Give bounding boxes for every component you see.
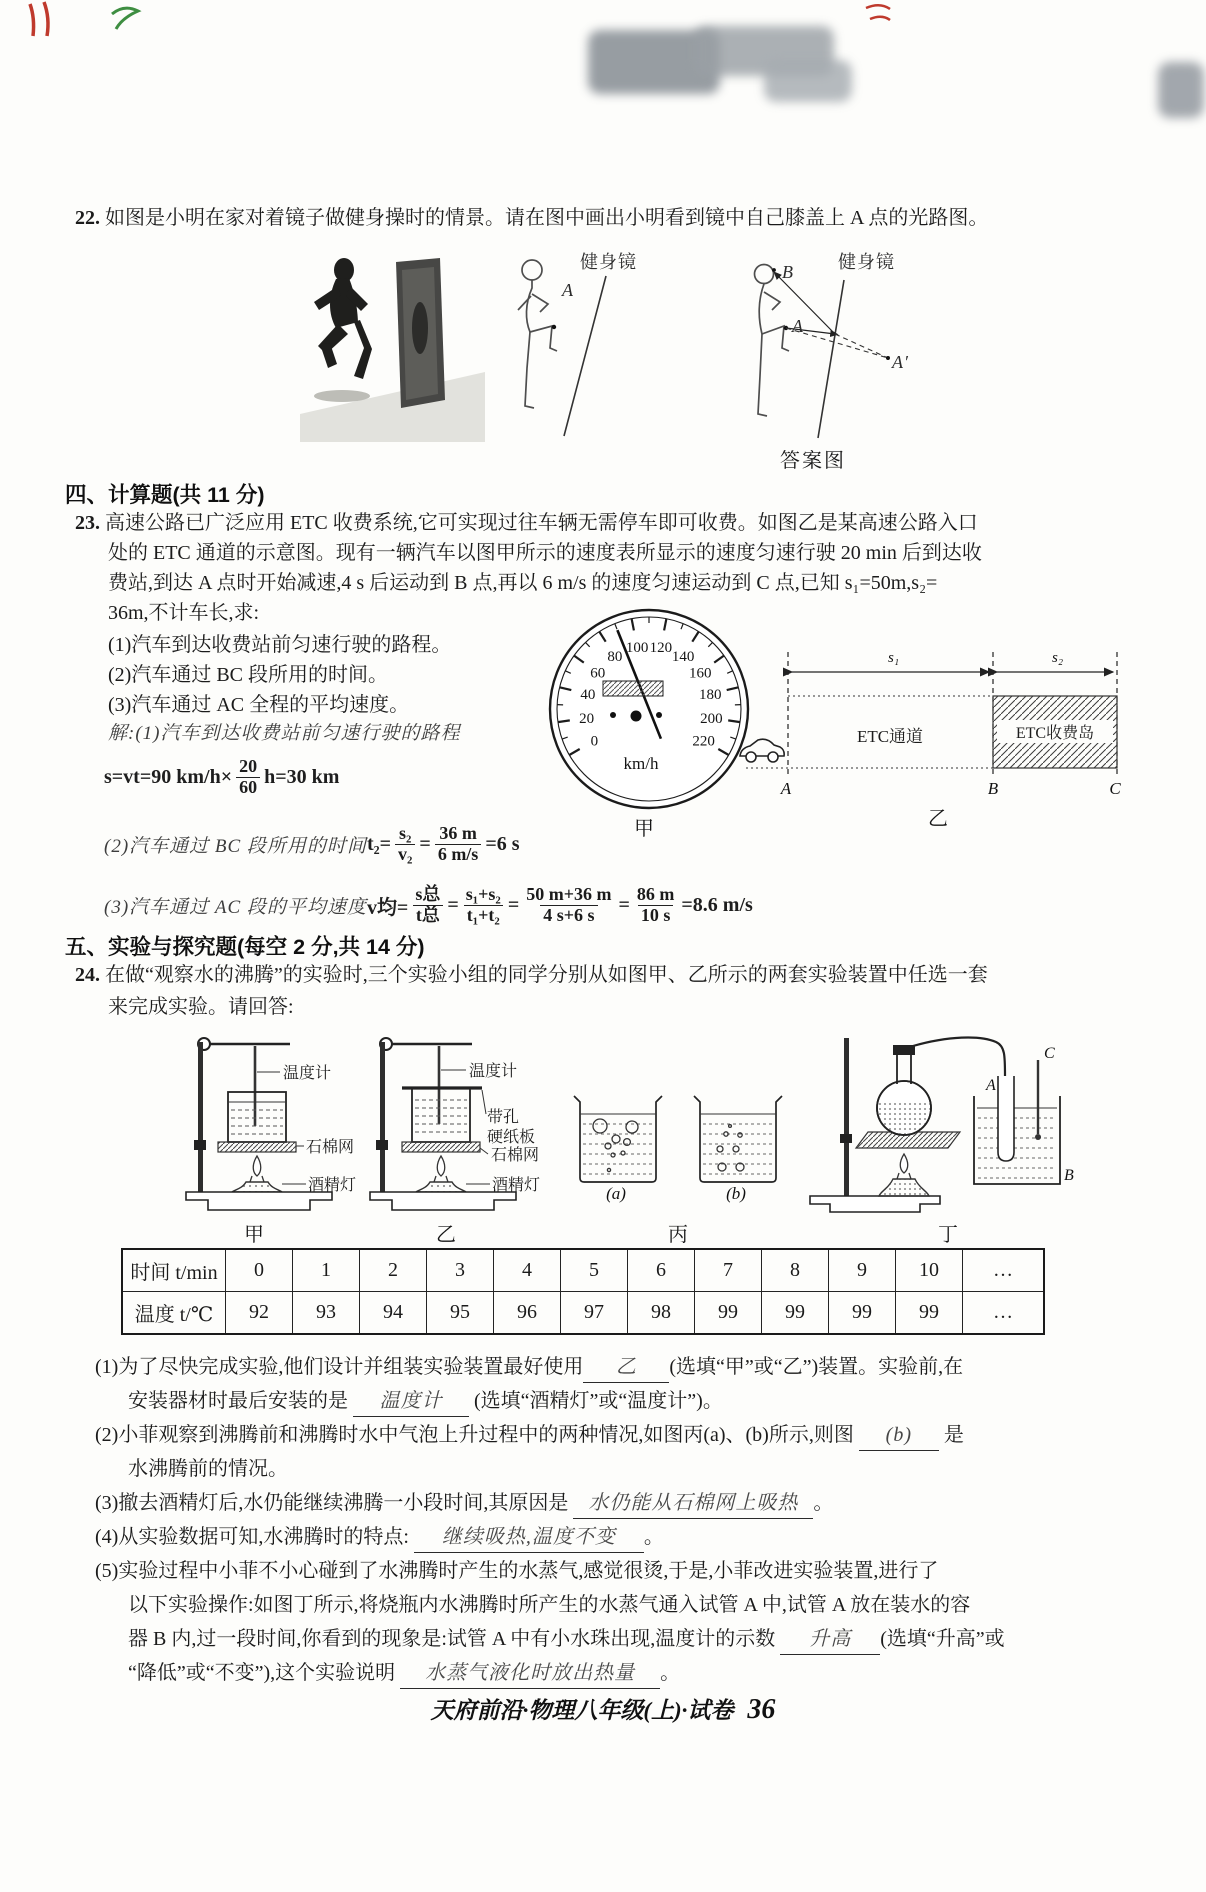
thermometer-label: 温度计 <box>283 1065 332 1082</box>
odometer-window <box>603 681 663 696</box>
q23-line-1 <box>75 508 978 538</box>
point-a-dot <box>552 325 556 329</box>
q24-5-line-1: (5)实验过程中小菲不小心碰到了水沸腾时产生的水蒸气,感觉很烫,于是,小菲改进实验装置,进行了 <box>95 1560 939 1582</box>
mirror-label-1: 健身镜 <box>580 252 637 272</box>
fraction: $\frac{36 m}{6 m/s}$ <box>435 824 482 865</box>
alcohol-lamp <box>416 1182 466 1192</box>
car-icon <box>740 739 784 762</box>
q24-line-2: 来完成实验。请回答: <box>108 996 294 1018</box>
table-cell: 6 <box>628 1249 695 1292</box>
fraction: $\frac{\text{s₁+s₂}}{\text{t₁+t₂}}$ <box>465 883 501 925</box>
solution-formula-3 <box>104 878 753 932</box>
answer-blank: 升高 <box>780 1624 880 1655</box>
q24-3-line: (3)撤去酒精灯后,水仍能继续沸腾一小段时间,其原因是 水仍能从石棉网上吸热 。 <box>95 1488 833 1519</box>
point-a-image-label: A′ <box>892 352 909 372</box>
etc-lane-label: ETC通道 <box>856 727 924 746</box>
table-cell: 95 <box>427 1292 494 1335</box>
svg-text:140: 140 <box>671 649 695 665</box>
table-cell: 96 <box>494 1292 561 1335</box>
point-c-label: C <box>1109 779 1121 798</box>
table-cell: 5 <box>561 1249 628 1292</box>
lamp-label: 酒精灯 <box>492 1177 541 1194</box>
svg-text:180: 180 <box>698 687 722 704</box>
q22-mirror-figure <box>500 246 675 442</box>
answer-blank: 继续吸热,温度不变 <box>414 1522 644 1553</box>
q23-line-4: 36m,不计车长,求: <box>108 602 260 624</box>
section-5-heading: 五、实验与探究题(每空 2 分,共 14 分) <box>65 935 425 959</box>
q22-number: 22. <box>75 207 100 229</box>
q24-5-line-2: 以下实验操作:如图丁所示,将烧瓶内水沸腾时所产生的水蒸气通入试管 A 中,试管 A 放在装水的容 <box>128 1594 971 1616</box>
q24-5-line-3: 器 B 内,过一段时间,你看到的现象是:试管 A 中有小水珠出现,温度计的示数 升高 (选填“升高”或 <box>128 1624 1005 1655</box>
point-b-label: B <box>987 779 999 798</box>
svg-text:20: 20 <box>579 711 595 727</box>
table-cell: 97 <box>561 1292 628 1335</box>
section-4-heading: 四、计算题(共 11 分) <box>65 483 265 507</box>
pen-marks <box>0 0 1206 120</box>
q23-line-2: 处的 ETC 通道的示意图。现有一辆汽车以图甲所示的速度表所显示的速度匀速行驶 20 min 后到达收 <box>108 542 982 564</box>
q24-1-line-2: 安装器材时最后安装的是 温度计 (选填“酒精灯”或“温度计”)。 <box>128 1386 723 1417</box>
beaker-b-label: (b) <box>726 1184 746 1203</box>
stand-base <box>186 1192 332 1210</box>
table-cell: … <box>963 1249 1045 1292</box>
svg-text:200: 200 <box>700 711 723 727</box>
q24-2-line-1: (2)小菲观察到沸腾前和沸腾时水中气泡上升过程中的两种情况,如图丙(a)、(b)所示,则图 (b) 是 <box>95 1420 964 1451</box>
speedometer-figure <box>546 606 752 812</box>
svg-text:220: 220 <box>692 733 715 750</box>
table-cell: 8 <box>762 1249 829 1292</box>
beaker <box>412 1088 470 1142</box>
equals: = <box>419 832 431 855</box>
figure-jia-caption: 甲 <box>634 818 654 840</box>
q23-text: 高速公路已广泛应用 ETC 收费系统,它可实现过往车辆无需停车即可收费。如图乙是某高速公路入口 <box>105 512 978 534</box>
apparatus-yi <box>340 1034 580 1220</box>
svg-text:160: 160 <box>689 665 712 682</box>
q23-item-1: (1)汽车到达收费站前匀速行驶的路程。 <box>108 634 452 656</box>
q24-number: 24. <box>75 964 100 986</box>
etc-diagram <box>728 644 1140 806</box>
svg-text:120: 120 <box>649 640 673 657</box>
fraction: $\frac{20}{60}$ <box>236 757 260 798</box>
answer-blank: (b) <box>859 1420 939 1451</box>
table-cell: 1 <box>293 1249 360 1292</box>
flame <box>900 1154 908 1173</box>
apparatus-yi-caption: 乙 <box>436 1224 456 1246</box>
table-cell: 98 <box>628 1292 695 1335</box>
svg-text:60: 60 <box>590 665 606 682</box>
holed-board-label-2: 硬纸板 <box>487 1129 536 1146</box>
figure-yi-caption: 乙 <box>928 808 948 830</box>
flask-liquid <box>878 1102 930 1134</box>
q23-item-2: (2)汽车通过 BC 段所用的时间。 <box>108 664 388 686</box>
solution-hand-text: (2)汽车通过 BC 段所用的时间 <box>104 835 367 857</box>
flame <box>437 1156 445 1176</box>
stopper <box>893 1045 915 1055</box>
answer-blank: 水仍能从石棉网上吸热 <box>573 1488 813 1519</box>
answer-figure-caption: 答案图 <box>780 450 846 472</box>
table-cell: 99 <box>762 1292 829 1335</box>
q22-line <box>75 203 988 233</box>
table-cell: 93 <box>293 1292 360 1335</box>
container-b <box>974 1096 1060 1184</box>
formula-text: s=vt=90 km/h× <box>104 765 233 788</box>
page-number: 36 <box>747 1694 776 1725</box>
table-cell: 4 <box>494 1249 561 1292</box>
etc-island-label: ETC收费岛 <box>1015 725 1095 742</box>
lamp-label: 酒精灯 <box>308 1177 357 1194</box>
equals: = <box>507 893 520 916</box>
gauze-label: 石棉网 <box>491 1147 540 1164</box>
q23-line-3: 费站,到达 A 点时开始减速,4 s 后运动到 B 点,再以 6 m/s 的速度匀速运动到 C 点,已知 s₁=50m,s₂= <box>108 572 938 594</box>
table-header-cell: 温度 t/℃ <box>122 1292 226 1335</box>
extension-dashed <box>835 334 888 358</box>
table-cell: 92 <box>226 1292 293 1335</box>
table-row <box>122 1292 1044 1335</box>
svg-text:100: 100 <box>625 640 649 657</box>
table-cell: 94 <box>360 1292 427 1335</box>
stand-base <box>370 1192 516 1210</box>
q24-5-line-4: “降低”或“不变”),这个实验说明 水蒸气液化时放出热量 。 <box>128 1658 680 1689</box>
q22-text: 如图是小明在家对着镜子做健身操时的情景。请在图中画出小明看到镜中自己膝盖上 A 点的光路图。 <box>105 207 989 229</box>
label-b: B <box>1064 1167 1074 1184</box>
q23-item-3: (3)汽车通过 AC 全程的平均速度。 <box>108 694 410 716</box>
table-cell: 10 <box>896 1249 963 1292</box>
point-a-label: A <box>562 280 574 300</box>
gauze <box>218 1142 296 1152</box>
formula-text: t₂= <box>366 832 391 855</box>
answer-blank: 水蒸气液化时放出热量 <box>400 1658 660 1689</box>
answer-blank: 温度计 <box>353 1386 469 1417</box>
formula-text: =6 s <box>485 832 520 855</box>
fraction: $\frac{\text{s总}}{\text{t总}}$ <box>412 885 443 926</box>
apparatus-ding <box>798 1032 1120 1224</box>
table-cell: 2 <box>360 1249 427 1292</box>
point-b-label: B <box>782 262 794 282</box>
gauze-label: 石棉网 <box>306 1139 355 1156</box>
beaker <box>228 1092 286 1142</box>
table-row <box>122 1249 1044 1292</box>
boiling-data-table <box>121 1248 1045 1335</box>
table-header-cell: 时间 t/min <box>122 1249 226 1292</box>
beaker-a-label: (a) <box>606 1184 626 1203</box>
q24-2-line-2: 水沸腾前的情况。 <box>128 1458 288 1480</box>
apparatus-jia-caption: 甲 <box>244 1224 264 1246</box>
formula-text: h=30 km <box>264 765 340 788</box>
table-cell: 9 <box>829 1249 896 1292</box>
equals: = <box>447 893 459 916</box>
thermometer-label: 温度计 <box>469 1063 518 1080</box>
footer-title: 天府前沿·物理八年级(上)·试卷 <box>430 1698 734 1723</box>
q24-text: 在做“观察水的沸腾”的实验时,三个实验小组的同学分别从如图甲、乙所示的两套实验装置中任选一套 <box>105 964 988 986</box>
q24-4-line: (4)从实验数据可知,水沸腾时的特点: 继续吸热,温度不变 。 <box>95 1522 664 1553</box>
table-cell: … <box>963 1292 1045 1335</box>
mirror-line <box>818 280 844 438</box>
test-tube-a <box>998 1076 1014 1161</box>
q23-number: 23. <box>75 512 100 534</box>
svg-text:40: 40 <box>580 687 596 704</box>
steam-tube <box>913 1037 1005 1076</box>
label-a: A <box>986 1077 996 1094</box>
formula-text: v均= <box>366 896 409 919</box>
s1-label: s₁ <box>888 650 900 666</box>
point-a-label: A <box>780 779 792 798</box>
bubbles-figure <box>568 1082 788 1204</box>
solution-line-1: 解:(1)汽车到达收费站前匀速行驶的路程 <box>108 723 461 744</box>
flame <box>253 1156 261 1176</box>
formula-text: =8.6 m/s <box>681 893 753 916</box>
fraction: $\frac{86 m}{10 s}$ <box>636 883 675 925</box>
alcohol-lamp <box>232 1182 282 1192</box>
table-cell: 99 <box>829 1292 896 1335</box>
figure-bing-caption: 丙 <box>668 1224 688 1246</box>
solution-hand-text: (3)汽车通过 AC 段的平均速度 <box>104 896 367 918</box>
equals: = <box>618 893 630 916</box>
table-cell: 0 <box>226 1249 293 1292</box>
q24-1-line-1: (1)为了尽快完成实验,他们设计并组装实验装置最好使用 乙 (选填“甲”或“乙”)装置。实验前,在 <box>95 1352 963 1383</box>
s2-label: s₂ <box>1052 650 1064 666</box>
mirror-label-2: 健身镜 <box>838 252 895 272</box>
q22-photo-figure <box>300 246 485 442</box>
q24-line-1 <box>75 960 988 990</box>
table-cell: 99 <box>695 1292 762 1335</box>
page-footer <box>0 1692 1206 1726</box>
label-c: C <box>1044 1045 1055 1062</box>
fraction: $\frac{\text{s₂}}{\text{v₂}}$ <box>395 824 415 865</box>
table-cell: 7 <box>695 1249 762 1292</box>
apparatus-ding-caption: 丁 <box>938 1224 958 1246</box>
gauze <box>402 1142 480 1152</box>
point-a-label: A <box>792 316 804 336</box>
table-cell: 99 <box>896 1292 963 1335</box>
table-cell: 3 <box>427 1249 494 1292</box>
person-silhouette <box>314 258 372 379</box>
svg-text:80: 80 <box>607 649 623 665</box>
holed-board-label-1: 带孔 <box>487 1109 520 1126</box>
answer-blank: 乙 <box>583 1352 669 1383</box>
solution-formula-1 <box>104 752 339 802</box>
alcohol-lamp <box>879 1179 929 1196</box>
stand-base <box>810 1196 940 1212</box>
svg-text:0: 0 <box>590 733 599 750</box>
speed-unit: km/h <box>623 754 659 773</box>
solution-formula-2 <box>104 818 520 870</box>
fraction: $\frac{50 m+36 m}{4 s+6 s}$ <box>526 883 612 925</box>
